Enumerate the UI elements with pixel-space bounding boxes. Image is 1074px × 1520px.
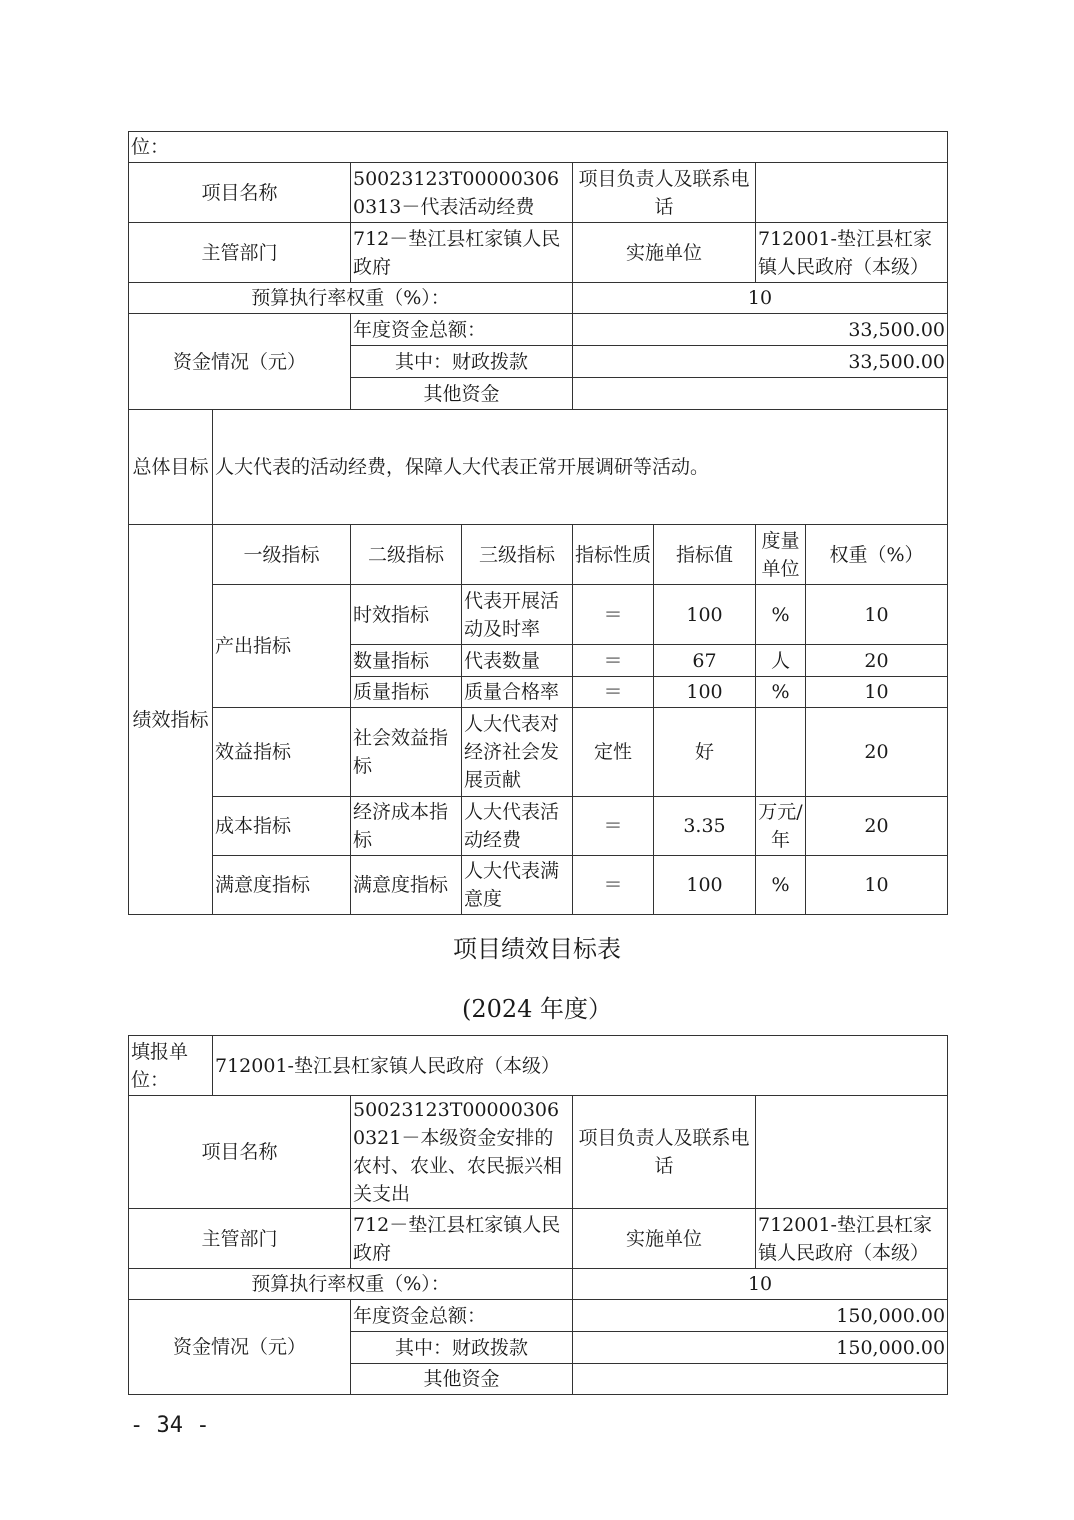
table-row — [129, 797, 948, 856]
weight-cell: 10 — [806, 677, 948, 708]
unit-cell: 万元/年 — [756, 797, 806, 856]
dept-value: 712－垫江县杠家镇人民政府 — [351, 223, 573, 283]
header-weight: 权重（%） — [806, 525, 948, 585]
weight-cell: 20 — [806, 797, 948, 856]
level3-cell: 人大代表活动经费 — [462, 797, 573, 856]
other-funds-label: 其他资金 — [351, 1364, 573, 1395]
value-cell: 3.35 — [654, 797, 756, 856]
level2-cell: 经济成本指标 — [351, 797, 462, 856]
impl-value: 712001-垫江县杠家镇人民政府（本级） — [756, 223, 948, 283]
budget-weight-value: 10 — [573, 1269, 948, 1300]
value-cell: 好 — [654, 708, 756, 797]
nature-cell: 定性 — [573, 708, 654, 797]
page-subtitle: (2024 年度） — [461, 995, 613, 1023]
weight-cell: 10 — [806, 585, 948, 645]
unit-label: 填报单位： — [129, 1036, 213, 1096]
other-funds-label: 其他资金 — [351, 378, 573, 410]
unit-cell: % — [756, 677, 806, 708]
funds-label: 资金情况（元） — [129, 314, 351, 410]
table-row — [129, 708, 948, 797]
leader-value — [756, 163, 948, 223]
output-indicator-label: 产出指标 — [213, 585, 351, 708]
overall-goal-text: 人大代表的活动经费，保障人大代表正常开展调研等活动。 — [213, 410, 948, 525]
page-number: - 34 - — [130, 1413, 210, 1438]
level3-cell: 人大代表满意度 — [462, 856, 573, 915]
header-unit: 度量单位 — [756, 525, 806, 585]
dept-label: 主管部门 — [129, 1209, 351, 1269]
impl-value: 712001-垫江县杠家镇人民政府（本级） — [756, 1209, 948, 1269]
total-funds-value: 150,000.00 — [573, 1300, 948, 1332]
value-cell: 100 — [654, 677, 756, 708]
level2-cell: 满意度指标 — [351, 856, 462, 915]
project-table-2 — [128, 1035, 948, 1395]
total-funds-label: 年度资金总额： — [351, 314, 573, 346]
unit-cell: % — [756, 856, 806, 915]
performance-indicators-label: 绩效指标 — [129, 525, 213, 915]
unit-value: 712001-垫江县杠家镇人民政府（本级） — [213, 1036, 948, 1096]
nature-cell: ＝ — [573, 645, 654, 677]
header-level1: 一级指标 — [213, 525, 351, 585]
table-row — [129, 585, 948, 645]
budget-weight-label: 预算执行率权重（%）： — [129, 1269, 573, 1300]
total-funds-label: 年度资金总额： — [351, 1300, 573, 1332]
level2-cell: 时效指标 — [351, 585, 462, 645]
nature-cell: ＝ — [573, 856, 654, 915]
unit-cell: % — [756, 585, 806, 645]
project-name-label: 项目名称 — [129, 1096, 351, 1209]
fiscal-funds-value: 150,000.00 — [573, 1332, 948, 1364]
level1-cell: 满意度指标 — [213, 856, 351, 915]
project-table-1 — [128, 131, 948, 915]
value-cell: 100 — [654, 856, 756, 915]
nature-cell: ＝ — [573, 797, 654, 856]
weight-cell: 20 — [806, 708, 948, 797]
header-level3: 三级指标 — [462, 525, 573, 585]
dept-value: 712－垫江县杠家镇人民政府 — [351, 1209, 573, 1269]
header-value: 指标值 — [654, 525, 756, 585]
leader-label: 项目负责人及联系电话 — [573, 1096, 756, 1209]
funds-label: 资金情况（元） — [129, 1300, 351, 1395]
fiscal-funds-label: 其中：财政拨款 — [351, 1332, 573, 1364]
weight-cell: 20 — [806, 645, 948, 677]
overall-goal-label: 总体目标 — [129, 410, 213, 525]
unit-cell — [756, 708, 806, 797]
dept-label: 主管部门 — [129, 223, 351, 283]
level2-cell: 社会效益指标 — [351, 708, 462, 797]
page-title: 项目绩效目标表 — [453, 935, 621, 963]
level3-cell: 代表开展活动及时率 — [462, 585, 573, 645]
fiscal-funds-label: 其中：财政拨款 — [351, 346, 573, 378]
level3-cell: 人大代表对经济社会发展贡献 — [462, 708, 573, 797]
other-funds-value — [573, 1364, 948, 1395]
leader-label: 项目负责人及联系电话 — [573, 163, 756, 223]
budget-weight-label: 预算执行率权重（%）： — [129, 283, 573, 314]
level2-cell: 质量指标 — [351, 677, 462, 708]
leader-value — [756, 1096, 948, 1209]
level3-cell: 质量合格率 — [462, 677, 573, 708]
impl-label: 实施单位 — [573, 223, 756, 283]
level1-cell: 成本指标 — [213, 797, 351, 856]
nature-cell: ＝ — [573, 677, 654, 708]
header-nature: 指标性质 — [573, 525, 654, 585]
value-cell: 67 — [654, 645, 756, 677]
unit-label-continued: 位： — [129, 132, 948, 163]
project-name-value: 50023123T000003060321－本级资金安排的农村、农业、农民振兴相关支出 — [351, 1096, 573, 1209]
value-cell: 100 — [654, 585, 756, 645]
project-name-label: 项目名称 — [129, 163, 351, 223]
level1-cell: 效益指标 — [213, 708, 351, 797]
weight-cell: 10 — [806, 856, 948, 915]
header-level2: 二级指标 — [351, 525, 462, 585]
table-row — [129, 856, 948, 915]
nature-cell: ＝ — [573, 585, 654, 645]
fiscal-funds-value: 33,500.00 — [573, 346, 948, 378]
other-funds-value — [573, 378, 948, 410]
project-name-value: 50023123T000003060313－代表活动经费 — [351, 163, 573, 223]
level3-cell: 代表数量 — [462, 645, 573, 677]
unit-cell: 人 — [756, 645, 806, 677]
level2-cell: 数量指标 — [351, 645, 462, 677]
impl-label: 实施单位 — [573, 1209, 756, 1269]
total-funds-value: 33,500.00 — [573, 314, 948, 346]
budget-weight-value: 10 — [573, 283, 948, 314]
